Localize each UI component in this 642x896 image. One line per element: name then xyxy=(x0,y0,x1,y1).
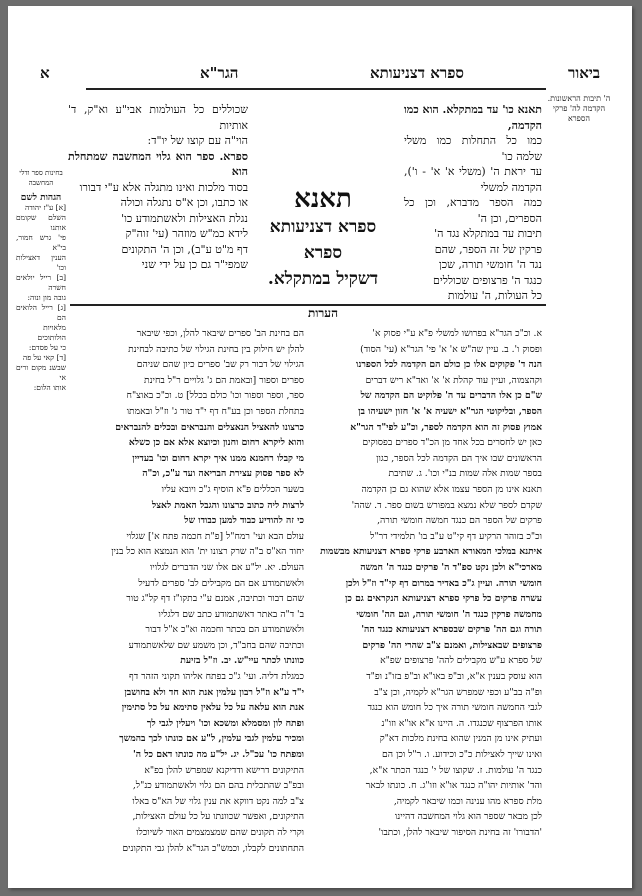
note-line: אמוץ פסוק זה הוא הקדמה לספר, וכ"ע לפי"ד הגר"א xyxy=(350,421,542,433)
footnote-line: מלאויות הולותוכים xyxy=(37,323,66,342)
commentary-upper-left-column xyxy=(68,102,248,273)
note-line: כאן יש לחסרים בכל אחד מן הכ"ד ספרים בפסוקים xyxy=(362,437,542,449)
footnote-line: אותו הלום: xyxy=(33,383,66,392)
footnote-line: שבשנ מקום ורים אי xyxy=(16,363,66,382)
note-line: תורה וגם הה' פרקים שבספרא דצניעותא כנגד הה' xyxy=(361,624,542,636)
footnote-line: הענין דאצילות וכו' xyxy=(16,253,66,272)
text-line: כמו כל התחלות כמו משלי שלמה כו' xyxy=(404,134,542,163)
note-line: איתנא במלכי המאורא הארבע פרקי ספרא דצניעותא מבשמות xyxy=(320,546,542,558)
main-text-line: דשקיל במתקלא. xyxy=(267,269,379,289)
note-line: מלת ספרא מהו ענינה וכמו שיבאר לקמיה, xyxy=(393,795,542,807)
main-text-line: ספרא דצניעותא ספרא xyxy=(269,217,377,263)
note-line: הספר, ובליקוטי הגר"א ישעיה א' א' חזון ישעיהו בן xyxy=(358,405,542,417)
text-line: פרקין של זה הספר, שהם xyxy=(434,242,542,256)
note-line: ואינו שייך לאצילות כ"כ וכידוע. ו. ר"ל וכן הם xyxy=(382,749,542,761)
note-line: מארכי"א ולכן נקט ספ"ד ה' פרקים כנגד ה' חמשה xyxy=(360,561,542,573)
text-line: דף מ"ט ע"ב), וכן ה' התקונים xyxy=(121,242,248,256)
note-line: לגבי החמשה חומשי תורה איך כל חומש הוא כנגד xyxy=(367,702,542,714)
note-line: לרצות ליה כתוב כרצונו והגבל האמת לאצל xyxy=(151,499,304,511)
note-line: ועתיק אינו מן המנין שהוא בחינת מלכות דא"ק xyxy=(379,733,542,745)
note-line: כנגד ה' עולמות. ז. שקוצו של י' כנגד הכתר א"א, xyxy=(369,764,542,776)
note-line: וקהצמוה, ועיין עוד קהלת א' א' ואד"א ריש דברים xyxy=(365,374,542,386)
note-line: הם בחינת הב' ספרים שיבאר להלן, וכפי שיבאר xyxy=(136,328,304,339)
note-line: ופתח לון ומסמלא ומשכא וכו' ויעלין לגבי לך xyxy=(146,717,304,729)
note-line: כוונתו לכתר עיי"ש. יב. וז"ל בזיעת xyxy=(180,655,304,667)
notes-left-column xyxy=(72,326,304,856)
notes-right-column xyxy=(314,326,542,841)
note-line: א. וכ"כ הגר"א בפרושו למשלי פ"א ע"י פסוק א' xyxy=(372,328,542,339)
note-line: ספרים וספור [ובאמת הם ג' גלויים ר"ל בחינת xyxy=(143,374,304,386)
footnote-line: כי על פסדם: xyxy=(28,343,66,352)
note-line: הוא עוסק בענין א"א, וב"פ באו"א וב"פ בזו"נ ופ"ד xyxy=(366,671,542,683)
note-line: הנה ד' פקוקים אלו כן כולם הם הקדמה לכל הספרנו xyxy=(356,359,542,371)
text-line: עד יראת ה' (משלי א' א' - ו'), הקדמה למשלי xyxy=(404,165,542,194)
note-line: צ"ב למה נקט דווקא את ענין גלוי של הא"ס באלו xyxy=(132,795,304,807)
main-text-title: תאנא xyxy=(294,184,352,214)
note-line: וכ"כ בזוהר הרקיע דף קי"ט ע"ב בו' תלמידי דר"ל xyxy=(370,530,542,542)
note-line: וכתיבה שהם בחב"ד, וכן משמע שם שלאשתמודע xyxy=(128,639,304,651)
note-line: אנת הוא עלאה על כל עלאין סתימא על כל סתימין xyxy=(121,702,304,714)
footnotes-body xyxy=(16,203,66,393)
note-line: עשרה פרקים כל פרקי ספרא דצניעותא הנקראים גם כן xyxy=(345,593,542,605)
note-line: ולאשתמודע הם בכתר וחכמה וא"כ א"ל דבור xyxy=(145,624,304,636)
commentary-upper-right-column xyxy=(404,102,542,304)
note-line: הגילוי של דבור רק שב' ספרים כיון שהם שניהם xyxy=(136,359,304,371)
text-line: או כתבו, וכן א"ס נתגלה וכולה xyxy=(120,196,248,209)
note-line: 'הדבורו' זה בחינת הסיפור שיבאר להלן, וכתבו' xyxy=(378,827,542,838)
footnote-line: [ב] רייל יולאים חשרה xyxy=(16,273,66,292)
note-line: מחמשה פרקין כנגד ה' חומשי תורה, וגם הה' חומשי xyxy=(356,608,542,620)
note-line: ולאשתמודע אם הם מקבילים לב' ספרים לדעיל xyxy=(138,577,304,589)
note-line: פרצופים שבאצילות, ואמנם צ"ב שהרי הה' פרקים xyxy=(362,639,542,651)
text-line: שמפי"ר גם כן על ידי שני xyxy=(141,258,248,271)
text-line: נגלת האצילות ולאשתמודע כו' xyxy=(121,211,248,225)
text-line: הוי"ה עם קוצו של יו"ד: xyxy=(147,134,248,147)
note-line: שקדם לספר שלא נמצא במפורש בשום ספר. ד. שהה' xyxy=(351,499,542,511)
note-line: הראשונים שבו איך הם הקדמה לכל הספר, כגון xyxy=(376,452,542,464)
text-line: לידא כמ"ש מוזהר (עי' זוה"ק xyxy=(125,227,248,240)
note-line: לכן מבאר שספר הוא גלוי המחשבה דהיינו xyxy=(394,811,542,823)
running-header xyxy=(30,64,610,84)
footnote-line: פי' גרש חמור, בי"א xyxy=(16,233,66,252)
note-line: עולם הבא ועי' רמח"ל [פ"ת חכמה פתח א'] שגלוי xyxy=(126,530,304,542)
header-rule xyxy=(86,88,546,90)
note-line: בשער הכללים פ"א הוסיף ג"כ ויובא עליו xyxy=(161,483,304,495)
note-line: לא ספר פסוק עצירת הבריאה ועד ע"כ, וכ"ה xyxy=(142,468,304,480)
note-line: ומכיר עלמין לגבי עלמין, ל"ע אם כונתו לכך בהמשך xyxy=(119,733,304,745)
footnote-line: [א] ע"ז יהודה xyxy=(24,203,66,212)
note-line: ש"ם כן אלו הדברים עד ה' פלוקיט הם הקדמה של xyxy=(360,390,542,402)
margin-label-right: ה' תיבות הראשונות. הקדמה לה' פרקי הספרא xyxy=(547,94,611,123)
header-book-title: ספרא דצניעותא xyxy=(370,64,464,82)
header-page-letter: א xyxy=(40,64,50,82)
main-text-block xyxy=(248,184,398,292)
note-line: ופסוק ו'. ב. עיין שה"ש א' א' פי' הגר"א (עי' הסוד) xyxy=(360,343,542,355)
note-line: ומפתח כו' עכ"ל. יג. יל"ע מה כונתו דאם כל ה' xyxy=(132,749,304,761)
note-line: חומשי תורה. ועיין ג"כ באדיר במרום דף קי"ד וז"ל ולכן xyxy=(345,577,542,589)
text-line: שכוללים כל העולמות אבי"ע וא"ק, ד' אותיות xyxy=(68,103,248,132)
footnote-line: [ג] רייל הלואים הם xyxy=(16,303,66,322)
text-line: ספרא. ספר הוא גלוי המחשבה שמתחלת הוא xyxy=(68,149,248,178)
text-line: כמה הספר מדברא, וכן כל הספרים, וכן ה' xyxy=(404,196,542,225)
note-line: פרקים של הספר הם כנגד חמשה חומשי תורה, xyxy=(377,515,542,527)
note-line: ב' ד"ה באתר דאשתמודע כתב שם דלגליו xyxy=(158,608,304,620)
footnote-line: גובה מון ונוה: xyxy=(27,293,66,302)
note-line: התחתונים לקבלו, וכמש"כ הגר"א להלן גבי התקונים xyxy=(122,842,304,854)
note-line: יחוד הא"ס ב"ה שרק רצונו ית' הוא הנמצא הוא כל בנין xyxy=(111,546,304,558)
note-line: התיקונים, ואפשר שכוונתו על כל עולם האצילות, xyxy=(132,811,304,823)
note-line: ופ"ה בב"ע וכפי שמפרש הגר"א לקמיה, וכן צ"ב xyxy=(374,686,542,698)
note-line: והד' אותיות יהו"ה כנגד או"א וזו"ג. ח. כונתו לבאר xyxy=(365,780,542,792)
note-line: התיקונים דרישא ודדיקנא שמפרש להלן בפ"א xyxy=(144,764,304,776)
note-line: של ספרא ע"ש מקבילים להה' פרצופים שפ"א xyxy=(380,655,542,667)
note-line: ובפ"ב שהתכלית בהם הם גלוי ולאשתמודע כנ"ל, xyxy=(132,780,304,792)
note-line: אותו הפרצוף שכנגדו. ה. היינו א"א או"א וזו"נ xyxy=(381,717,542,729)
text-line: נגד ה' חומשי תורה, שכן xyxy=(438,258,542,271)
text-line: תיבות עד במתקלא נגד ה' xyxy=(434,227,542,240)
note-line: י"ד ע"א וז"ל רבון עלמין אנת הוא חד ולא בחושבן xyxy=(124,686,304,698)
note-line: להלן יש חילוק בין בחינת הגילוי של כתיבה לבחינת xyxy=(128,343,304,355)
text-line: כנגד ה' פרצופים שכוללים xyxy=(433,273,542,287)
note-line: העולם. יא. יל"ע אם אלו שני הדברים לגלויו xyxy=(149,561,304,573)
note-line: כמגלת דליה. ועי' ג"כ בפתח אליהו תקוני הזהר דף xyxy=(128,671,304,683)
note-line: שהם דבור וכתיבה, אמנם ע"י בתקו"ז דף קל"ג טור xyxy=(126,593,304,605)
note-line: תאנא אינו מן הספר עצמו אלא שהוא גם כן הקדמה xyxy=(361,483,542,495)
note-line: כרצונו להאציל הנאצלים והנבראים ובכלים להנבראים xyxy=(115,421,304,433)
margin-label-left: בחינות ספר ודלי המחשבה xyxy=(19,169,63,187)
footnote-line: [ד] קאי על פה xyxy=(22,353,66,362)
note-line: בתחלת הספר וכן בע"ח דף י"ד טור ג' וז"ל ובאמתו xyxy=(126,405,304,417)
notes-heading: הערות xyxy=(308,306,338,320)
book-page xyxy=(8,6,632,888)
note-line: ספר, וספר וספור וכו' כולם בכלל] ט. וכ"כ באוצ"ח xyxy=(126,390,304,402)
note-line: כי זה להודיע כבוד למען כבודו של xyxy=(184,515,304,527)
footnotes-column xyxy=(16,192,66,393)
footnotes-heading: הגהות לשם xyxy=(20,193,62,203)
header-section: ביאור xyxy=(568,64,600,82)
note-line: וקרי לה תקונים שהם שמצמצמים האור לשיוכלו xyxy=(136,827,304,838)
note-line: מי קבלו רחמנא ממנו איך יקרא רחום וכו' בעדיין xyxy=(132,452,304,464)
header-author: הגר"א xyxy=(200,64,239,82)
text-line: כל העולות, ה' עולמות xyxy=(447,289,542,302)
text-line: בסוד מלכות ואינו מתגלה אלא ע"י דבורו xyxy=(79,180,248,194)
footnote-line: השלם שקומם אותנו xyxy=(16,213,66,232)
text-line: תאנא כו' עד במתקלא. הוא כמו הקדמה, xyxy=(403,103,542,132)
note-line: בספר שמות אלה שמות בנ"י וכו'. ג. שתיבת xyxy=(388,468,542,480)
note-line: והוא ליקרא רחום וחנון וכיוצא אלא אם כן כשלא xyxy=(128,437,304,449)
